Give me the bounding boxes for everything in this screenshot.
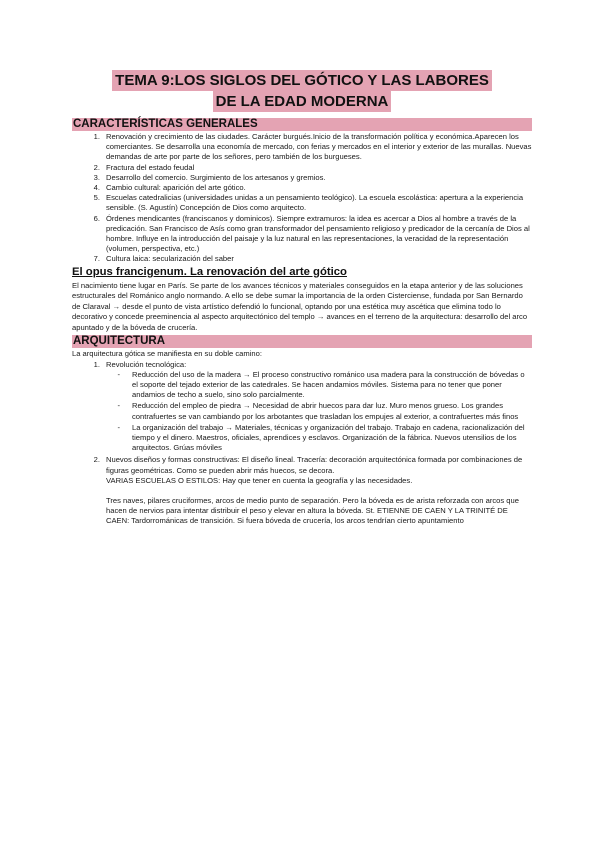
- title-line-2: DE LA EDAD MODERNA: [213, 91, 392, 112]
- bullet-item: - Reducción del empleo de piedra → Necesidad de abrir huecos para dar luz. Muro menos grueso. Los grandes contrafuertes se van cambiando por los arbotantes que trasladan los empujes al exterior, a contrafuertes más finos: [117, 401, 519, 421]
- subheading-opus-francigenum: El opus francigenum. La renovación del arte gótico: [72, 265, 347, 278]
- section-heading-caracteristicas: CARACTERÍSTICAS GENERALES: [72, 118, 532, 131]
- list-item: 6. Órdenes mendicantes (franciscanos y dominicos). Siempre extramuros: la idea es acercar a Dios al hombre a través de la predicación. San Francisco de Asís como gran transformador del pensamiento religioso y predicador de la cercanía de Dios al hombre. Influye en la introducción del paisaje y la luz natural en las representaciones, la veracidad de la representación (volumen, perspectiva, etc.): [93, 213, 530, 254]
- bullet-item: - Reducción del uso de la madera → El proceso constructivo románico usa madera para la construcción de bóvedas o el soporte del tejado exterior de las catedrales. Se hacen andamios móviles. Sistema para no tener que poner andamios de techo a suelo, sino solo parcialmente.: [117, 369, 525, 400]
- list-item: 5. Escuelas catedralicias (universidades unidas a un pensamiento teológico). La escuela escolástica: apertura a la experiencia sensible. (S. Agustín) Concepción de Dios como arquitecto.: [93, 193, 524, 213]
- naves-paragraph: Tres naves, pilares cruciformes, arcos de medio punto de separación. Pero la bóveda es de arista reforzada con arcos que hacen de nervios para intentar distribuir el peso y elevar en altura la bóveda. St. ETIENNE DE CAEN Y LA TRINITÉ DE CAEN: Tardorrománicas de transición. Si fuera bóveda de crucería, los arcos tendrían cierto apuntamiento: [106, 496, 519, 526]
- list-item: 3. Desarrollo del comercio. Surgimiento de los artesanos y gremios.: [93, 172, 326, 182]
- arquitectura-intro: La arquitectura gótica se manifiesta en su doble camino:: [72, 349, 262, 359]
- document-title: [72, 70, 532, 112]
- list-item: 1. Revolución tecnológica:: [93, 359, 187, 369]
- list-item: 2. Nuevos diseños y formas constructivas: El diseño lineal. Tracería: decoración arquitectónica formada por combinaciones de figuras geométricas. Como se pueden abrir más huecos, se decora.: [93, 455, 523, 475]
- escuelas-line: VARIAS ESCUELAS O ESTILOS: Hay que tener en cuenta la geografía y las necesidades.: [106, 475, 413, 485]
- list-item: 7. Cultura laica: secularización del saber: [93, 254, 234, 264]
- list-item: 2. Fractura del estado feudal: [93, 162, 195, 172]
- opus-paragraph: El nacimiento tiene lugar en París. Se parte de los avances técnicos y materiales conseguidos en la etapa anterior y de las soluciones estructurales del Románico anglo normando. A ello se debe sumar la importancia de la orden Cisterciense, fundada por San Bernardo de Claraval → desde el punto de vista artístico defendió lo funcional, optando por una estética muy ascética que elimina todo lo decorativo y concede preeminencia al aspecto arquitectónico del templo → avances en el terreno de la arquitectura: desarrollo del arco apuntado y de la bóveda de crucería.: [72, 280, 528, 332]
- tecnologia-bullets: [72, 370, 532, 454]
- section-heading-arquitectura: ARQUITECTURA: [72, 335, 532, 348]
- bullet-item: - La organización del trabajo → Materiales, técnicas y organización del trabajo. Trabajo en cadena, racionalización del tiempo y el dinero. Maestros, oficiales, aprendices y esclavos. Organización de la fábrica. Nuevos utensilios de los arquitectos. Grúas móviles: [117, 422, 525, 453]
- document-page: [72, 70, 532, 527]
- list-item: 1. Renovación y crecimiento de las ciudades. Carácter burgués.Inicio de la transformación política y económica.Aparecen los comerciantes. Se desarrolla una economía de mercado, con ferias y mercados en el interior y exterior de las murallas. Nuevas demandas de arte por parte de los señores, pero también de los burgueses.: [93, 132, 532, 162]
- list-item: 4. Cambio cultural: aparición del arte gótico.: [93, 183, 246, 193]
- title-line-1: TEMA 9:LOS SIGLOS DEL GÓTICO Y LAS LABORES: [112, 70, 492, 91]
- caracteristicas-list: [72, 132, 532, 265]
